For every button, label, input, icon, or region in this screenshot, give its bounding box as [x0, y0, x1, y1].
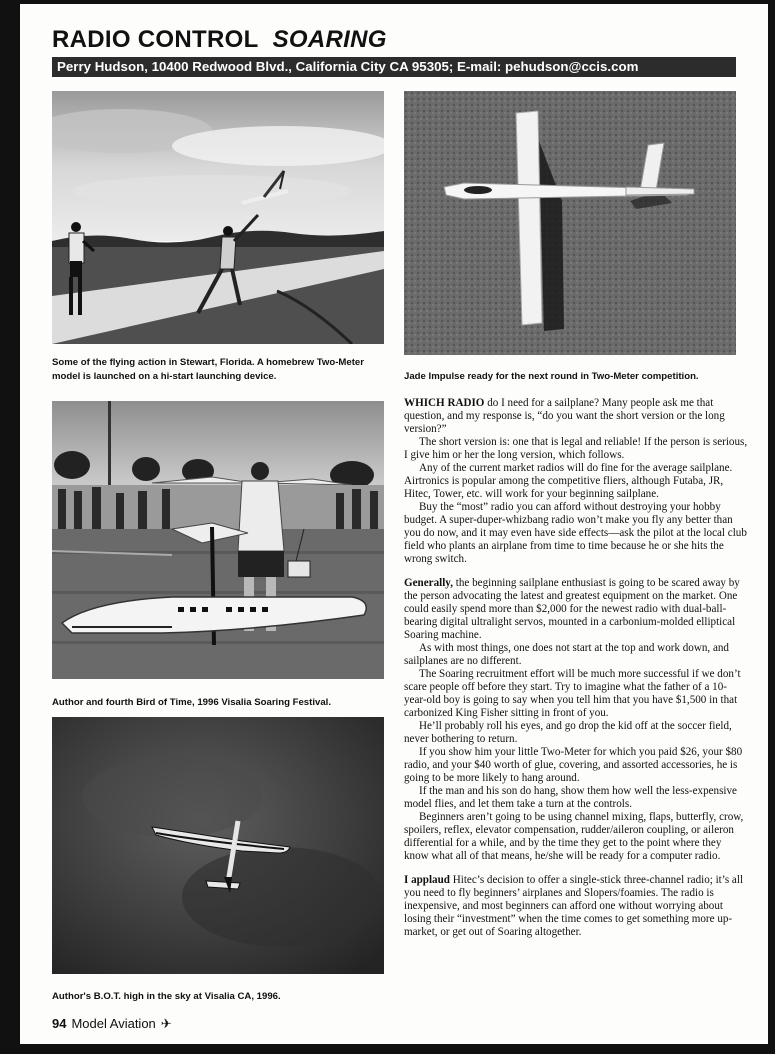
lead-i-applaud: I applaud — [404, 874, 450, 886]
photo-bird-of-time-image — [52, 401, 384, 679]
magazine-page — [20, 4, 768, 1044]
column-title-italic: SOARING — [272, 26, 387, 53]
article-body — [404, 397, 748, 939]
photo-stewart-florida-launch — [52, 91, 384, 344]
article-paragraph-8: He’ll probably roll his eyes, and go drop the kid off at the soccer field, never bothering to return. — [404, 720, 732, 745]
photo-stewart-florida-caption: Some of the flying action in Stewart, Florida. A homebrew Two-Meter model is launched on a hi-start launching device. — [52, 357, 365, 382]
article-paragraph-3: Any of the current market radios will do fine for the average sailplane. Airtronics is popular among the competitive fliers, although Futaba, JR, Hitec, Tower, etc. will work for your beginning sailplane. — [404, 462, 733, 500]
photo-launch-image — [52, 91, 384, 344]
author-byline: Perry Hudson, 10400 Redwood Blvd., California City CA 95305; E-mail: pehudson@ccis.com — [52, 57, 736, 77]
photo-bot-in-sky-caption: Author's B.O.T. high in the sky at Visalia CA, 1996. — [52, 991, 281, 1002]
photo-author-bird-of-time — [52, 401, 384, 679]
article-paragraph-9: If you show him your little Two-Meter for which you paid $26, your $80 radio, and your $40 worth of glue, covering, and assorted accessories, he is going to be more likely to hang around. — [404, 746, 743, 784]
article-paragraph-5: Generally, the beginning sailplane enthusiast is going to be scared away by the person advocating the latest and greatest equipment on the market. One could easily spend more than $2,000 for the newest radio with dual-ball-bearing digital ultralight servos, mounted in a carbonium-molded elliptical Soaring machine. — [404, 577, 740, 641]
article-paragraph-2: The short version is: one that is legal and reliable! If the person is serious, I give him or her the long version, which follows. — [404, 436, 748, 461]
column-title-main: RADIO CONTROL — [52, 26, 259, 53]
article-paragraph-11: Beginners aren’t going to be using channel mixing, flaps, butterfly, crow, spoilers, reflex, elevator compensation, rudder/aileron coupling, or aileron differential for a while, and by the time they get to the point where they know what all of that means, he/she will be ready for a computer radio. — [404, 811, 744, 862]
photo-bot-in-sky — [52, 717, 384, 974]
photo-jade-impulse-caption: Jade Impulse ready for the next round in Two-Meter competition. — [404, 371, 699, 382]
article-paragraph-12: I applaud Hitec’s decision to offer a single-stick three-channel radio; it’s all you need to fly beginners’ airplanes and Slopers/foamies. The radio is inexpensive, and most beginners can afford one without worrying about losing their “investment” when the time comes to get something more up-market, or get out of Soaring altogether. — [404, 874, 744, 938]
airplane-icon: ✈ — [160, 1016, 172, 1031]
article-paragraph-10: If the man and his son do hang, show them how well the less-expensive model flies, and let them take a turn at the controls. — [404, 785, 737, 810]
column-title — [52, 26, 387, 54]
article-paragraph-7: The Soaring recruitment effort will be much more successful if we don’t scare people off before they start. Try to imagine what the father of a 10-year-old boy is going to say when you tell him that you have $1,500 in that carbonized King Fisher sitting in front of you. — [404, 668, 741, 719]
article-paragraph-4: Buy the “most” radio you can afford without destroying your hobby budget. A super-duper-whizbang radio won’t make you fly any better than you do now, and it may even have side effects—ask the pilot at the local club field who plants an airplane from time to time because he or she hits the wrong switch. — [404, 501, 747, 565]
article-paragraph-6: As with most things, one does not start at the top and work down, and sailplanes are no different. — [404, 642, 729, 667]
photo-jade-impulse — [404, 91, 736, 355]
page-number: 94 — [52, 1016, 67, 1031]
magazine-name: Model Aviation — [71, 1016, 156, 1031]
photo-bot-sky-image — [52, 717, 384, 974]
article-paragraph-1: WHICH RADIO do I need for a sailplane? Many people ask me that question, and my response is, “do you want the short version or the long version?” — [404, 397, 725, 435]
photo-jade-impulse-image — [404, 91, 736, 355]
page-footer — [52, 1016, 172, 1032]
photo-bird-of-time-caption: Author and fourth Bird of Time, 1996 Visalia Soaring Festival. — [52, 697, 331, 708]
lead-which-radio: WHICH RADIO — [404, 397, 485, 409]
lead-generally: Generally, — [404, 577, 453, 589]
